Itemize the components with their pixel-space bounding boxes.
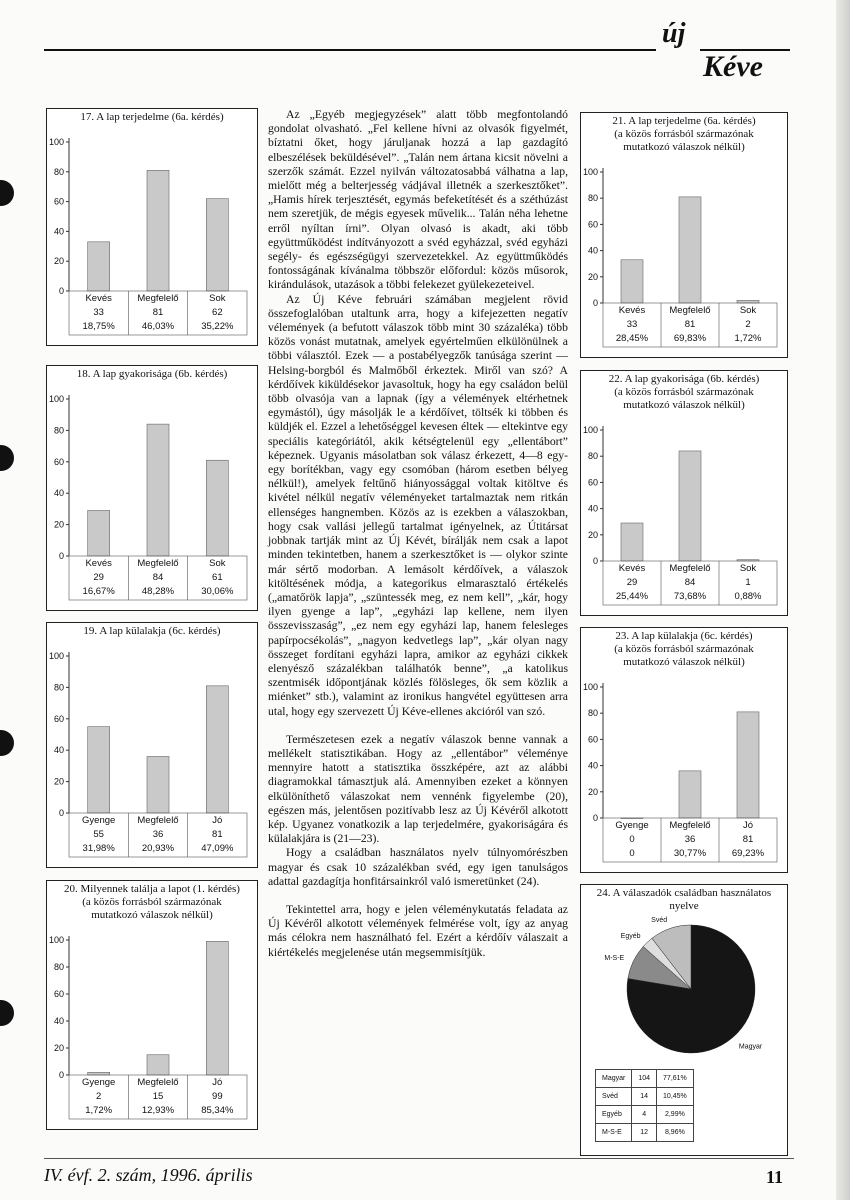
y-tick-label: 20 <box>53 1043 64 1053</box>
pie-svg <box>581 885 787 1075</box>
count-label: 33 <box>93 307 104 318</box>
bar-chart-23 <box>580 627 788 873</box>
y-tick-label: 20 <box>587 529 598 540</box>
chart-svg <box>47 881 257 1129</box>
punch-hole <box>0 730 14 756</box>
category-label: Sok <box>209 293 226 304</box>
article-paragraph: Az Új Kéve februári számában megjelent rövid összefoglalóban utaltunk arra, hogy a kifejezetten negatív vélemények (a befutott válaszok több mint 30 százaléka) több közös vonást mutatnak, amelyek egyértelműen elkülönülnek a többi választól. Ezek — a postabélyegzők tanúsága szerint — Helsing-borgból és Malmőből érkeztek. Miről van szó? A kérdőívek kiküldésekor javasoltuk, hogy ha egy családon belül több olvasója van a lapnak (így a vélemények eltérhetnek egymástól), úgy másolják le a kérdőívet, töltsék ki többen és küldjék el. Ezzel a lehetőséggel kevesen éltek — eltekintve egy speciális kategóriától, akik kétségtelenül egy „ellentábort” képeznek. Ugyanis másolatban sok válasz érkezett, 4—8 egy-egy borítékban, vagy egy csomóban (három esetben bélyeg nélkül!), amelyek feltűnő hiányossággal voltak kitöltve és kivétel nélkül negatív véleményeket tartalmaztak nem ritkán ellenséges hangnemben. Közös az is ezekben a válaszokban, hogy csak vallási jellegű tartalmat igényelnek, az Útitársat jobbnak tartják mint az Új Kévét, bírálják nem csak a lapot minden tekintetben, hanem a szerkesztőket is — olykor szinte már sértő modorban. A lemásolt kérdőívek, a válaszok kitöltésének módja, a kategorikus elmarasztaló értékelés („amatőrök lapja”, „szüntessék meg, ez nem kell”, „kár, hogy ilyen gyenge a lap”, „egyházi lap kellene, nem ilyen összevisszaság”, „ez nem egy egyházi lap, hanem felesleges papírpocsékolás”, „nagyon kedvetlegs lap”, „kár olyan nagy összeget fordítani egyházi lapra, amikor az egyházi cikkek elenyésző százalékban találhatók benne”, „a katolikus szentmisék időpontjának közlés fölösleges, ők sem közlik a miénket” stb.), valamint az ironikus hangvétel együttesen arra utal, hogy egy szervezett Új Kéve-ellenes akcióról van szó. <box>268 292 568 718</box>
percent-label: 31,98% <box>82 843 115 854</box>
punch-hole <box>0 180 14 206</box>
category-label: Jó <box>742 820 754 831</box>
y-tick-label: 80 <box>53 962 64 972</box>
punch-hole <box>0 445 14 471</box>
category-label: Megfelelő <box>137 293 179 304</box>
y-tick-label: 100 <box>582 682 598 692</box>
category-label: Kevés <box>85 558 112 569</box>
bar <box>621 260 643 303</box>
category-label: Megfelelő <box>669 305 711 316</box>
category-label: Megfelelő <box>669 563 711 574</box>
percent-label: 16,67% <box>82 586 115 597</box>
chart-title-line: 20. Milyennek találja a lapot (1. kérdés) <box>64 883 240 895</box>
chart-title-line: (a közös forrásból származónak <box>82 896 222 908</box>
count-label: 84 <box>684 577 696 588</box>
bar <box>206 199 228 291</box>
percent-label: 1,72% <box>734 333 762 344</box>
y-tick-label: 80 <box>53 425 64 436</box>
logo-keve: Kéve <box>703 50 763 83</box>
chart-title-line: 23. A lap külalakja (6c. kérdés) <box>615 630 753 642</box>
bar <box>206 941 228 1075</box>
category-label: Gyenge <box>615 820 649 831</box>
category-label: Megfelelő <box>137 558 179 569</box>
pie-legend-row <box>596 1124 694 1142</box>
y-tick-label: 80 <box>53 166 64 177</box>
bar-chart-18 <box>46 365 258 611</box>
pie-label: Svéd <box>651 916 668 924</box>
chart-title-line: 17. A lap terjedelme (6a. kérdés) <box>80 111 224 123</box>
percent-label: 20,93% <box>141 843 175 854</box>
count-label: 29 <box>93 572 104 583</box>
logo-uj: új <box>662 18 686 49</box>
y-tick-label: 80 <box>587 451 598 462</box>
category-label: Sok <box>739 305 757 316</box>
count-label: 62 <box>212 307 223 318</box>
count-label: 61 <box>212 572 223 583</box>
article-text <box>268 108 568 960</box>
bar <box>206 686 228 813</box>
y-tick-label: 40 <box>53 226 64 237</box>
count-label: 55 <box>93 829 104 840</box>
y-tick-label: 100 <box>582 425 598 435</box>
bar <box>679 771 701 818</box>
count-label: 29 <box>626 577 638 588</box>
y-tick-label: 60 <box>53 456 64 467</box>
bar <box>679 197 701 303</box>
percent-label: 47,09% <box>201 843 234 854</box>
bar <box>737 712 759 818</box>
bar <box>147 756 169 813</box>
bar <box>147 170 169 291</box>
chart-svg <box>47 109 257 345</box>
y-tick-label: 0 <box>592 556 598 566</box>
percent-label: 30,77% <box>673 848 707 859</box>
pie-legend-cell: 10,45% <box>657 1088 694 1106</box>
percent-label: 46,03% <box>141 321 175 332</box>
y-tick-label: 60 <box>587 477 598 488</box>
pie-legend-cell: 4 <box>632 1106 657 1124</box>
percent-label: 48,28% <box>141 586 175 597</box>
count-label: 81 <box>212 829 223 840</box>
chart-title-line: 18. A lap gyakorisága (6b. kérdés) <box>76 368 228 380</box>
y-tick-label: 60 <box>53 713 64 724</box>
pie-legend-cell: 12 <box>632 1124 657 1142</box>
bar-chart-20 <box>46 880 258 1130</box>
bar <box>147 1055 169 1075</box>
page-number: 11 <box>766 1167 784 1187</box>
pie-legend-cell: Magyar <box>596 1070 632 1088</box>
y-tick-label: 20 <box>53 519 64 530</box>
bar <box>88 727 110 813</box>
category-label: Kevés <box>618 563 646 574</box>
pie-label: M-S-E <box>604 955 625 963</box>
chart-title-line: mutatkozó válaszok nélkül) <box>623 141 745 153</box>
category-label: Megfelelő <box>137 815 179 826</box>
pie-legend-cell: Egyéb <box>596 1106 632 1124</box>
count-label: 33 <box>626 319 638 330</box>
y-tick-label: 20 <box>587 271 598 282</box>
percent-label: 25,44% <box>615 591 649 602</box>
count-label: 81 <box>684 319 696 330</box>
bar-chart-17 <box>46 108 258 346</box>
y-tick-label: 0 <box>58 1070 64 1080</box>
percent-label: 0 <box>629 848 635 859</box>
y-tick-label: 0 <box>58 551 64 561</box>
y-tick-label: 40 <box>587 503 598 514</box>
pie-legend-table <box>595 1069 694 1142</box>
percent-label: 85,34% <box>201 1105 234 1116</box>
chart-svg <box>581 371 787 615</box>
chart-title-line: mutatkozó válaszok nélkül) <box>623 656 745 668</box>
count-label: 2 <box>745 319 751 330</box>
percent-label: 1,72% <box>85 1105 113 1116</box>
category-label: Sok <box>209 558 226 569</box>
y-tick-label: 100 <box>48 137 64 147</box>
percent-label: 69,83% <box>673 333 707 344</box>
pie-legend-cell: 2,99% <box>657 1106 694 1124</box>
y-tick-label: 40 <box>587 245 598 256</box>
pie-legend-cell: 14 <box>632 1088 657 1106</box>
y-tick-label: 80 <box>587 708 598 719</box>
pie-legend-cell: 8,96% <box>657 1124 694 1142</box>
category-label: Kevés <box>85 293 112 304</box>
pie-chart-24 <box>580 884 788 1156</box>
y-tick-label: 40 <box>53 745 64 756</box>
chart-title-line: (a közös forrásból származónak <box>614 386 754 398</box>
y-tick-label: 0 <box>592 298 598 308</box>
percent-label: 0,88% <box>734 591 762 602</box>
y-tick-label: 0 <box>592 813 598 823</box>
percent-label: 12,93% <box>141 1105 175 1116</box>
y-tick-label: 60 <box>53 989 64 999</box>
issue-info: IV. évf. 2. szám, 1996. április <box>44 1165 253 1185</box>
category-label: Gyenge <box>82 1077 116 1088</box>
y-tick-label: 20 <box>53 776 64 787</box>
category-label: Jó <box>212 1077 223 1088</box>
category-label: Megfelelő <box>137 1077 179 1088</box>
y-tick-label: 100 <box>48 394 64 404</box>
chart-title-line: 19. A lap külalakja (6c. kérdés) <box>83 625 221 637</box>
chart-svg <box>581 113 787 357</box>
y-tick-label: 20 <box>53 256 64 267</box>
pie-legend-row <box>596 1088 694 1106</box>
bar-chart-22 <box>580 370 788 616</box>
chart-title-line: (a közös forrásból származónak <box>614 643 754 655</box>
article-paragraph: Hogy a családban használatos nyelv túlnyomórészben magyar és csak 10 százalékban svéd, egy igen tanulságos adattal gazdagítja honfitársainkról való ismeretünket (24). <box>268 846 568 888</box>
footer-rule <box>44 1158 794 1159</box>
header-rule <box>44 49 656 51</box>
percent-label: 69,23% <box>731 848 765 859</box>
percent-label: 30,06% <box>201 586 234 597</box>
bar <box>206 460 228 556</box>
chart-svg <box>47 366 257 610</box>
category-label: Megfelelő <box>669 820 711 831</box>
chart-title-line: (a közös forrásból származónak <box>614 128 754 140</box>
y-tick-label: 0 <box>58 808 64 818</box>
y-tick-label: 60 <box>587 219 598 230</box>
y-tick-label: 60 <box>587 734 598 745</box>
chart-title-line: mutatkozó válaszok nélkül) <box>623 399 745 411</box>
article-paragraph: Természetesen ezek a negatív válaszok benne vannak a mellékelt statisztikában. Hogy az „ellentábor” véleménye mennyire hatott a statisztika összképére, azt az alábbi diagramokkal támasztjuk alá. Amennyiben ezeket a könnyen elkülöníthető válaszokat nem vennénk figyelembe (20), egészen más, jelentősen pozitívabb lesz az Új Kévéről alkotott kép. Ugyanez vonatkozik a lap terjedelmére, gyakoriságára és külalakjára is (21—23). <box>268 732 568 846</box>
count-label: 81 <box>152 307 164 318</box>
pie-legend-cell: 104 <box>632 1070 657 1088</box>
y-tick-label: 40 <box>53 488 64 499</box>
percent-label: 35,22% <box>201 321 234 332</box>
category-label: Gyenge <box>82 815 116 826</box>
article-paragraph: Az „Egyéb megjegyzések” alatt több megfontolandó gondolat olvasható. „Fel kellene hívni az olvasók figyelmét, bíztatni őket, hogy járuljanak hozzá a lap gazdagító elbeszélések beküldésével”. „Talán nem ártana kicsit növelni a szerzők számát. Ezzel nyilván változatosabbá válhatna a lap, mielőtt még a belterjesség vádjával illetnék a szerkesztőket”. „Hamis hírek terjesztését, egymás befeketítését és a széthúzást nem szeretjük, de mégis egyesek művelik... Talán néha lehetne erről nyíltan írni”. Olyan olvasó is akadt, aki több együttműködést indítványozott a svéd egyházzal, svéd egyházi segély- és egészségügyi szervezetekkel. Az együttműködés fontosságának kívánalma többször előfordul: közös műsorok, kirándulások, utazások a többi felekezet gyülekezeteivel. <box>268 108 568 292</box>
y-tick-label: 100 <box>48 651 64 661</box>
count-label: 36 <box>152 829 164 840</box>
y-tick-label: 80 <box>587 193 598 204</box>
count-label: 1 <box>745 577 751 588</box>
category-label: Jó <box>212 815 223 826</box>
y-tick-label: 40 <box>53 1016 64 1026</box>
punch-hole <box>0 1000 14 1026</box>
bar-chart-19 <box>46 622 258 868</box>
y-tick-label: 60 <box>53 196 64 207</box>
bar <box>621 523 643 561</box>
count-label: 84 <box>152 572 164 583</box>
count-label: 15 <box>152 1091 164 1102</box>
pie-legend-cell: M-S-E <box>596 1124 632 1142</box>
count-label: 2 <box>96 1091 102 1102</box>
bar-chart-21 <box>580 112 788 358</box>
chart-svg <box>47 623 257 867</box>
chart-title-line: nyelve <box>669 900 699 912</box>
pie-legend-cell: 77,61% <box>657 1070 694 1088</box>
chart-svg <box>581 628 787 872</box>
category-label: Kevés <box>618 305 646 316</box>
article-paragraph: Tekintettel arra, hogy e jelen véleménykutatás feladata az Új Kévéről alkotott vélemények felmérése volt, így az anyag más célokra nem használható fel. Ezért a kérdőív válaszait a kiértékelés megjelenése után megsemmisítjük. <box>268 902 568 959</box>
pie-label: Magyar <box>738 1043 763 1051</box>
category-label: Sok <box>739 563 757 574</box>
chart-title-line: 24. A válaszadók családban használatos <box>596 887 772 899</box>
chart-title-line: mutatkozó válaszok nélkül) <box>91 909 213 921</box>
percent-label: 28,45% <box>615 333 649 344</box>
bar <box>88 1072 110 1075</box>
bar <box>147 424 169 556</box>
count-label: 81 <box>742 834 754 845</box>
y-tick-label: 40 <box>587 760 598 771</box>
percent-label: 73,68% <box>673 591 707 602</box>
count-label: 36 <box>684 834 696 845</box>
bar <box>88 510 110 556</box>
percent-label: 18,75% <box>82 321 115 332</box>
pie-legend-row <box>596 1106 694 1124</box>
bar <box>679 451 701 561</box>
chart-title-line: 21. A lap terjedelme (6a. kérdés) <box>612 115 756 127</box>
count-label: 0 <box>629 834 635 845</box>
chart-title-line: 22. A lap gyakorisága (6b. kérdés) <box>608 373 760 385</box>
y-tick-label: 100 <box>48 935 64 945</box>
pie-legend-row <box>596 1070 694 1088</box>
bar <box>737 300 759 303</box>
count-label: 99 <box>212 1091 223 1102</box>
pie-label: Egyéb <box>620 932 641 940</box>
pie-legend-cell: Svéd <box>596 1088 632 1106</box>
y-tick-label: 20 <box>587 786 598 797</box>
y-tick-label: 80 <box>53 682 64 693</box>
bar <box>88 242 110 291</box>
y-tick-label: 0 <box>58 286 64 296</box>
y-tick-label: 100 <box>582 167 598 177</box>
page-edge <box>836 0 850 1200</box>
